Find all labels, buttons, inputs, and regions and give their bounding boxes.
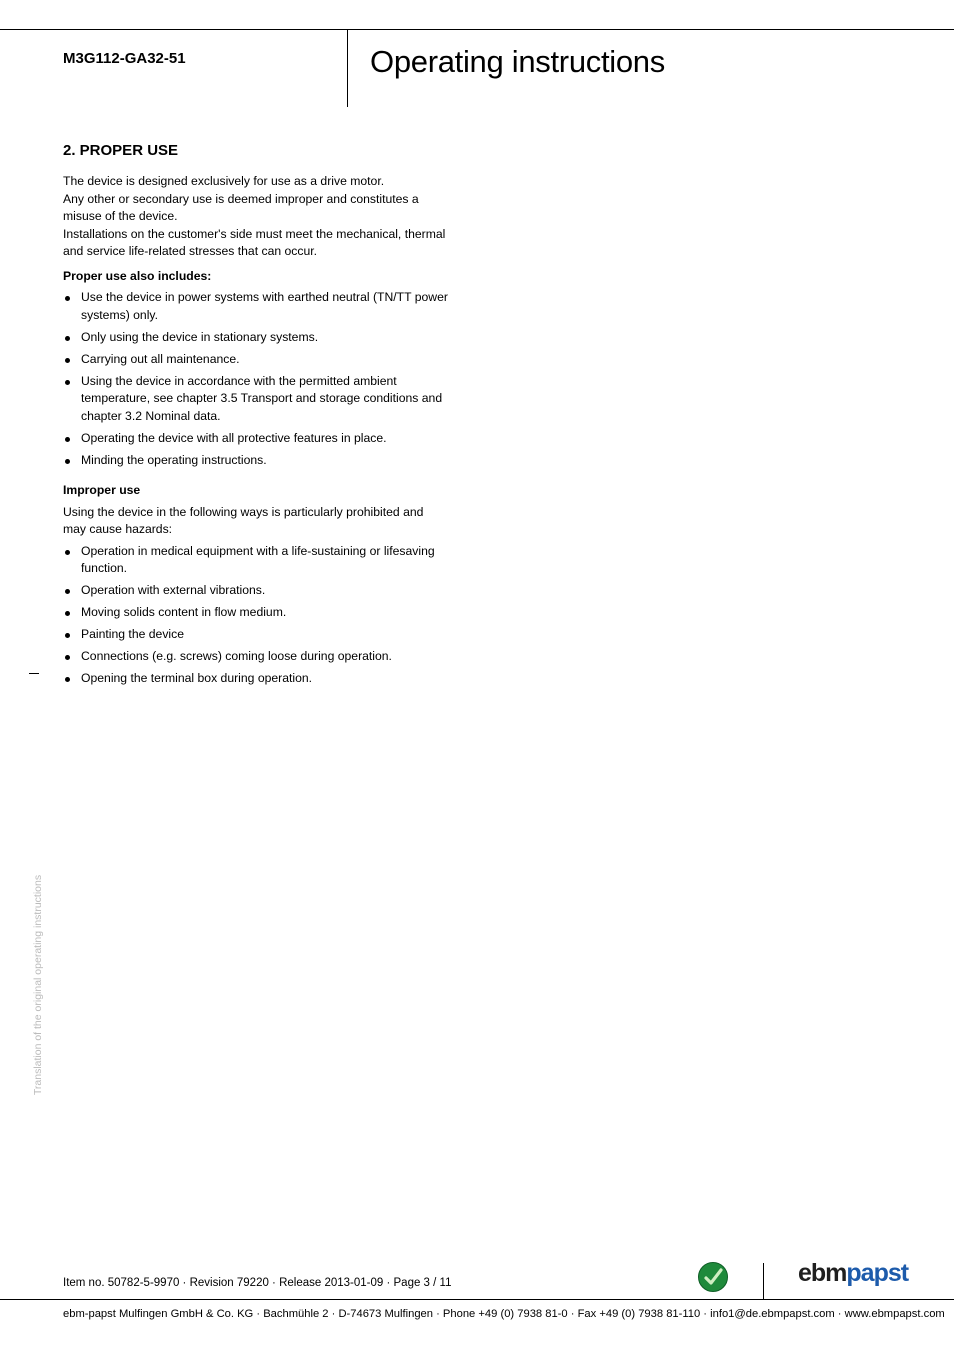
proper-use-subheading: Proper use also includes: (63, 268, 212, 283)
list-item: Operating the device with all protective features in place. (63, 430, 448, 448)
list-item: Using the device in accordance with the permitted ambient temperature, see chapter 3.5 Transport and storage conditions and chapter 3.2 Nominal data. (63, 373, 448, 426)
list-item: Minding the operating instructions. (63, 452, 448, 470)
list-item: Operation in medical equipment with a life-sustaining or lifesaving function. (63, 543, 448, 578)
bullet-icon (65, 633, 70, 638)
item-revision-line: Item no. 50782-5-9970 · Revision 79220 · Release 2013-01-09 · Page 3 / 11 (63, 1277, 452, 1289)
list-item: Use the device in power systems with earthed neutral (TN/TT power systems) only. (63, 289, 448, 324)
model-number: M3G112-GA32-51 (63, 50, 186, 67)
list-item: Operation with external vibrations. (63, 582, 448, 600)
bullet-icon (65, 655, 70, 660)
proper-use-list (63, 289, 448, 469)
improper-use-subheading: Improper use (63, 483, 141, 497)
bullet-icon (65, 358, 70, 363)
list-item: Carrying out all maintenance. (63, 351, 448, 369)
intro-paragraph-2: Any other or secondary use is deemed improper and constitutes a misuse of the device. (63, 191, 419, 223)
bullet-icon (65, 380, 70, 385)
intro-paragraph-1: The device is designed exclusively for use as a drive motor. (63, 174, 385, 188)
header-top-rule (0, 29, 954, 30)
section-proper-use (63, 141, 448, 692)
improper-use-intro: Using the device in the following ways is particularly prohibited and may cause hazards: (63, 504, 424, 536)
list-item: Connections (e.g. screws) coming loose during operation. (63, 648, 448, 666)
bullet-icon (65, 550, 70, 555)
section-heading: 2. PROPER USE (63, 142, 179, 159)
bullet-icon (65, 459, 70, 464)
logo-separator (763, 1263, 764, 1299)
bullet-icon (65, 336, 70, 341)
intro-paragraph-3: Installations on the customer's side must meet the mechanical, thermal and service life-related stresses that can occur. (63, 226, 446, 258)
bullet-icon (65, 296, 70, 301)
list-item: Opening the terminal box during operation. (63, 670, 448, 688)
header-separator (347, 29, 348, 107)
document-title: Operating instructions (370, 44, 665, 79)
ebmpapst-logo: ebmpapst (798, 1259, 909, 1287)
translation-note: Translation of the original operating instructions (32, 874, 44, 1096)
bullet-icon (65, 677, 70, 682)
bullet-icon (65, 437, 70, 442)
improper-use-list (63, 543, 448, 688)
list-item: Moving solids content in flow medium. (63, 604, 448, 622)
list-item: Painting the device (63, 626, 448, 644)
green-tech-badge-icon (697, 1261, 729, 1293)
list-item: Only using the device in stationary systems. (63, 329, 448, 347)
bullet-icon (65, 611, 70, 616)
footer-address: ebm-papst Mulfingen GmbH & Co. KG · Bachmühle 2 · D-74673 Mulfingen · Phone +49 (0) 7938 81-0 · Fax +49 (0) 7938 81-110 · info1@de.ebmpapst.com · www.ebmpapst.com (63, 1308, 945, 1320)
bullet-icon (65, 589, 70, 594)
footer-rule (0, 1299, 954, 1300)
fold-mark (29, 673, 39, 674)
